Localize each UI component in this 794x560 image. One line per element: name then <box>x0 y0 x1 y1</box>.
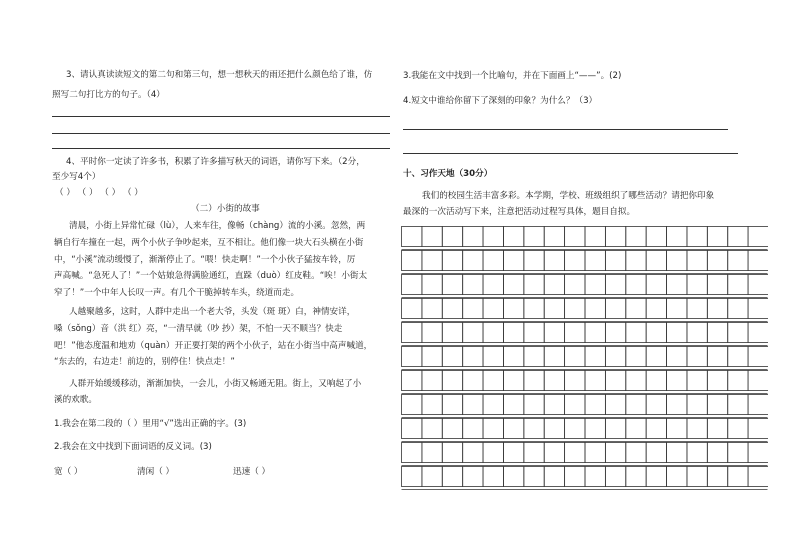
grid-cell[interactable] <box>463 275 483 295</box>
grid-cell[interactable] <box>483 347 503 367</box>
grid-cell[interactable] <box>402 251 422 271</box>
story-para2-line: 人越聚越多，这时，人群中走出一个老大爷，头发（斑 斑）白，神情安详， <box>69 307 356 317</box>
grid-cell[interactable] <box>402 371 422 391</box>
grid-cell[interactable] <box>442 251 462 271</box>
grid-cell[interactable] <box>463 467 483 487</box>
grid-cell[interactable] <box>585 443 605 463</box>
grid-cell[interactable] <box>707 371 727 391</box>
grid-cell[interactable] <box>707 467 727 487</box>
grid-cell[interactable] <box>605 371 625 391</box>
grid-cell[interactable] <box>463 299 483 319</box>
grid-cell[interactable] <box>667 347 687 367</box>
grid-cell[interactable] <box>605 299 625 319</box>
story-para1-line: 中，“小溪”流动缓慢了，渐渐停止了。“喂！快走啊！”一个小伙子猛按车铃，厉 <box>54 255 356 265</box>
grid-cell[interactable] <box>544 419 564 439</box>
grid-cell[interactable] <box>524 323 544 343</box>
grid-cell[interactable] <box>402 443 422 463</box>
grid-cell[interactable] <box>585 347 605 367</box>
story-para2-line: 嗓（sǒng）音（洪 红）亮，“一清早就（吵 抄）架，不怕一天不顺当？快走 <box>54 324 343 334</box>
q4-blanks[interactable]: （ ） （ ） （ ） （ ） <box>55 188 143 198</box>
grid-cell[interactable] <box>667 251 687 271</box>
grid-cell[interactable] <box>422 467 442 487</box>
grid-cell[interactable] <box>503 395 523 415</box>
grid-cell[interactable] <box>667 443 687 463</box>
grid-cell[interactable] <box>667 371 687 391</box>
grid-cell[interactable] <box>626 419 646 439</box>
grid-cell[interactable] <box>483 443 503 463</box>
grid-cell[interactable] <box>748 371 768 391</box>
grid-cell[interactable] <box>646 299 666 319</box>
antonym-blank-qingxian[interactable]: 清闲（ ） <box>137 467 175 477</box>
grid-cell[interactable] <box>544 371 564 391</box>
grid-cell[interactable] <box>442 467 462 487</box>
grid-cell[interactable] <box>748 395 768 415</box>
grid-cell[interactable] <box>422 419 442 439</box>
grid-cell[interactable] <box>646 419 666 439</box>
grid-cell[interactable] <box>442 371 462 391</box>
grid-cell[interactable] <box>483 323 503 343</box>
writing-prompt-line: 最深的一次活动写下来，注意把活动过程写具体，题目自拟。 <box>403 207 636 217</box>
story-title: （二）小街的故事 <box>191 204 260 214</box>
grid-cell[interactable] <box>707 323 727 343</box>
story-para1-line: 清晨，小街上异常忙碌（lù），人来车往，像畅（chàng）流的小溪。忽然，两 <box>69 221 366 231</box>
grid-cell[interactable] <box>442 275 462 295</box>
grid-cell[interactable] <box>524 371 544 391</box>
grid-cell[interactable] <box>422 323 442 343</box>
answer-line[interactable] <box>403 129 728 130</box>
grid-cell[interactable] <box>422 227 442 247</box>
grid-cell[interactable] <box>565 227 585 247</box>
grid-cell[interactable] <box>463 395 483 415</box>
antonym-blank-xunsu[interactable]: 迅速（ ） <box>233 467 271 477</box>
grid-cell[interactable] <box>646 467 666 487</box>
grid-cell[interactable] <box>667 395 687 415</box>
grid-cell[interactable] <box>442 323 462 343</box>
grid-cell[interactable] <box>585 419 605 439</box>
sub-question-3: 3.我能在文中找到一个比喻句，并在下面画上“——”。(2) <box>403 71 622 81</box>
grid-cell[interactable] <box>667 227 687 247</box>
grid-cell[interactable] <box>463 347 483 367</box>
grid-cell[interactable] <box>402 395 422 415</box>
grid-cell[interactable] <box>463 251 483 271</box>
grid-cell[interactable] <box>605 227 625 247</box>
grid-cell[interactable] <box>422 443 442 463</box>
grid-cell[interactable] <box>728 371 748 391</box>
grid-cell[interactable] <box>524 467 544 487</box>
grid-cell[interactable] <box>483 275 503 295</box>
grid-cell[interactable] <box>402 275 422 295</box>
section-title: 十、习作天地（30分） <box>403 169 493 179</box>
grid-cell[interactable] <box>667 467 687 487</box>
grid-cell[interactable] <box>402 299 422 319</box>
grid-cell[interactable] <box>483 227 503 247</box>
grid-cell[interactable] <box>544 443 564 463</box>
grid-cell[interactable] <box>544 299 564 319</box>
grid-cell[interactable] <box>585 371 605 391</box>
sub-question-2: 2.我会在文中找到下面词语的反义词。(3) <box>54 442 212 452</box>
composition-grid-svg[interactable] <box>401 226 768 490</box>
grid-cell[interactable] <box>605 395 625 415</box>
grid-cell[interactable] <box>687 251 707 271</box>
grid-cell[interactable] <box>667 275 687 295</box>
grid-cell[interactable] <box>585 275 605 295</box>
grid-cell[interactable] <box>728 347 748 367</box>
grid-cell[interactable] <box>544 395 564 415</box>
grid-cell[interactable] <box>565 419 585 439</box>
grid-cell[interactable] <box>687 371 707 391</box>
grid-cell[interactable] <box>748 323 768 343</box>
grid-cell[interactable] <box>728 275 748 295</box>
grid-cell[interactable] <box>605 443 625 463</box>
grid-cell[interactable] <box>402 419 422 439</box>
grid-cell[interactable] <box>544 275 564 295</box>
grid-cell[interactable] <box>687 299 707 319</box>
grid-cell[interactable] <box>707 395 727 415</box>
grid-cell[interactable] <box>687 323 707 343</box>
grid-cell[interactable] <box>524 275 544 295</box>
grid-cell[interactable] <box>442 299 462 319</box>
grid-cell[interactable] <box>728 227 748 247</box>
grid-cell[interactable] <box>442 347 462 367</box>
grid-cell[interactable] <box>748 467 768 487</box>
grid-cell[interactable] <box>544 323 564 343</box>
grid-cell[interactable] <box>503 467 523 487</box>
grid-cell[interactable] <box>585 251 605 271</box>
grid-cell[interactable] <box>728 443 748 463</box>
grid-cell[interactable] <box>503 347 523 367</box>
grid-cell[interactable] <box>463 227 483 247</box>
grid-cell[interactable] <box>463 371 483 391</box>
grid-cell[interactable] <box>626 251 646 271</box>
grid-cell[interactable] <box>605 467 625 487</box>
grid-cell[interactable] <box>524 347 544 367</box>
grid-cell[interactable] <box>483 251 503 271</box>
grid-cell[interactable] <box>422 251 442 271</box>
grid-cell[interactable] <box>687 443 707 463</box>
grid-cell[interactable] <box>565 299 585 319</box>
grid-cell[interactable] <box>402 347 422 367</box>
grid-cell[interactable] <box>585 467 605 487</box>
q4-line2: 至少写4个） <box>52 172 101 182</box>
grid-cell[interactable] <box>626 275 646 295</box>
q3-line2: 照写二句打比方的句子。（4） <box>52 90 165 100</box>
grid-cell[interactable] <box>565 323 585 343</box>
grid-cell[interactable] <box>687 275 707 295</box>
grid-cell[interactable] <box>483 395 503 415</box>
grid-cell[interactable] <box>626 347 646 367</box>
grid-cell[interactable] <box>565 251 585 271</box>
grid-cell[interactable] <box>544 347 564 367</box>
grid-cell[interactable] <box>605 419 625 439</box>
grid-cell[interactable] <box>748 347 768 367</box>
story-para3-line: 人群开始缓缓移动，渐渐加快，一会儿，小街又畅通无阻。街上，又响起了小 <box>69 379 362 389</box>
grid-cell[interactable] <box>626 443 646 463</box>
grid-cell[interactable] <box>626 395 646 415</box>
grid-cell[interactable] <box>503 227 523 247</box>
grid-cell[interactable] <box>667 323 687 343</box>
grid-cell[interactable] <box>728 467 748 487</box>
q3-line1: 3、请认真读读短文的第二句和第三句，想一想秋天的雨还把什么颜色给了谁，仿 <box>66 70 373 80</box>
grid-cell[interactable] <box>524 251 544 271</box>
grid-cell[interactable] <box>463 443 483 463</box>
grid-cell[interactable] <box>422 347 442 367</box>
grid-cell[interactable] <box>728 419 748 439</box>
grid-cell[interactable] <box>646 443 666 463</box>
grid-cell[interactable] <box>646 275 666 295</box>
grid-cell[interactable] <box>565 347 585 367</box>
answer-line[interactable] <box>52 133 390 134</box>
grid-cell[interactable] <box>646 371 666 391</box>
grid-cell[interactable] <box>422 395 442 415</box>
grid-cell[interactable] <box>483 467 503 487</box>
grid-cell[interactable] <box>707 299 727 319</box>
grid-cell[interactable] <box>544 227 564 247</box>
grid-cell[interactable] <box>503 443 523 463</box>
grid-cell[interactable] <box>605 251 625 271</box>
story-para3-line: 溪的欢歌。 <box>54 395 97 405</box>
grid-cell[interactable] <box>463 323 483 343</box>
grid-cell[interactable] <box>585 395 605 415</box>
grid-cell[interactable] <box>483 419 503 439</box>
answer-line[interactable] <box>52 116 390 117</box>
grid-cell[interactable] <box>646 323 666 343</box>
grid-cell[interactable] <box>626 467 646 487</box>
grid-cell[interactable] <box>687 467 707 487</box>
grid-cell[interactable] <box>707 347 727 367</box>
grid-cell[interactable] <box>524 395 544 415</box>
grid-cell[interactable] <box>748 419 768 439</box>
grid-cell[interactable] <box>646 251 666 271</box>
grid-cell[interactable] <box>748 443 768 463</box>
answer-line[interactable] <box>403 153 738 154</box>
grid-cell[interactable] <box>707 443 727 463</box>
grid-cell[interactable] <box>442 419 462 439</box>
grid-cell[interactable] <box>585 299 605 319</box>
grid-cell[interactable] <box>544 251 564 271</box>
grid-cell[interactable] <box>503 299 523 319</box>
grid-cell[interactable] <box>748 275 768 295</box>
grid-cell[interactable] <box>626 371 646 391</box>
grid-cell[interactable] <box>605 275 625 295</box>
story-para1-line: 辆自行车撞在一起，两个小伙子争吵起来，互不相让。他们像一块大石头横在小街 <box>54 238 364 248</box>
grid-cell[interactable] <box>626 227 646 247</box>
grid-cell[interactable] <box>565 395 585 415</box>
grid-cell[interactable] <box>605 347 625 367</box>
grid-cell[interactable] <box>442 443 462 463</box>
grid-cell[interactable] <box>402 467 422 487</box>
grid-cell[interactable] <box>503 371 523 391</box>
grid-cell[interactable] <box>422 275 442 295</box>
grid-cell[interactable] <box>422 371 442 391</box>
grid-cell[interactable] <box>544 467 564 487</box>
sub-question-4: 4.短文中谁给你留下了深刻的印象？为什么？（3） <box>403 96 598 106</box>
grid-cell[interactable] <box>503 251 523 271</box>
answer-line[interactable] <box>52 148 390 149</box>
story-para1-line: 声高喊。“急死人了！”一个姑娘急得满脸通红，直跺（duò）红皮鞋。“唉！小街太 <box>54 271 368 281</box>
grid-cell[interactable] <box>667 419 687 439</box>
grid-cell[interactable] <box>707 419 727 439</box>
grid-cell[interactable] <box>728 395 748 415</box>
grid-cell[interactable] <box>503 275 523 295</box>
grid-cell[interactable] <box>565 371 585 391</box>
grid-cell[interactable] <box>585 323 605 343</box>
grid-cell[interactable] <box>524 299 544 319</box>
story-para2-line: 吧！”他态度温和地劝（quàn）开正要打架的两个小伙子，站在小街当中高声喊道， <box>54 341 373 351</box>
grid-cell[interactable] <box>687 347 707 367</box>
grid-cell[interactable] <box>524 227 544 247</box>
grid-cell[interactable] <box>626 299 646 319</box>
grid-cell[interactable] <box>728 251 748 271</box>
story-para2-line: “东去的，右边走！前边的，别停住！快点走！” <box>54 357 235 367</box>
grid-cell[interactable] <box>402 227 422 247</box>
grid-cell[interactable] <box>524 443 544 463</box>
grid-cell[interactable] <box>687 419 707 439</box>
grid-cell[interactable] <box>503 419 523 439</box>
grid-cell[interactable] <box>687 227 707 247</box>
story-para1-line: 窄了！”一个中年人长叹一声。有几个干脆掉转车头，绕道而走。 <box>54 288 300 298</box>
grid-cell[interactable] <box>442 227 462 247</box>
grid-cell[interactable] <box>565 443 585 463</box>
grid-cell[interactable] <box>646 395 666 415</box>
antonym-blank-kuan[interactable]: 宽（ ） <box>54 467 83 477</box>
grid-cell[interactable] <box>748 227 768 247</box>
writing-prompt-line: 我们的校园生活丰富多彩。本学期，学校、班级组织了哪些活动？请把你印象 <box>422 191 715 201</box>
grid-cell[interactable] <box>626 323 646 343</box>
grid-cell[interactable] <box>483 371 503 391</box>
grid-cell[interactable] <box>707 227 727 247</box>
grid-cell[interactable] <box>687 395 707 415</box>
grid-cell[interactable] <box>585 227 605 247</box>
q4-line1: 4、平时你一定读了许多书，积累了许多描写秋天的词语，请你写下来。（2分， <box>66 157 365 167</box>
grid-cell[interactable] <box>565 275 585 295</box>
grid-cell[interactable] <box>605 323 625 343</box>
composition-grid[interactable] <box>401 226 768 490</box>
grid-cell[interactable] <box>463 419 483 439</box>
grid-cell[interactable] <box>707 251 727 271</box>
grid-cell[interactable] <box>402 323 422 343</box>
grid-cell[interactable] <box>646 347 666 367</box>
sub-question-1: 1.我会在第二段的（ ）里用“√”选出正确的字。(3) <box>54 419 247 429</box>
grid-cell[interactable] <box>707 275 727 295</box>
grid-cell[interactable] <box>483 299 503 319</box>
grid-cell[interactable] <box>728 323 748 343</box>
grid-cell[interactable] <box>748 299 768 319</box>
grid-cell[interactable] <box>503 323 523 343</box>
grid-cell[interactable] <box>422 299 442 319</box>
grid-cell[interactable] <box>442 395 462 415</box>
grid-cell[interactable] <box>565 467 585 487</box>
grid-cell[interactable] <box>524 419 544 439</box>
grid-cell[interactable] <box>667 299 687 319</box>
grid-cell[interactable] <box>748 251 768 271</box>
grid-cell[interactable] <box>646 227 666 247</box>
grid-cell[interactable] <box>728 299 748 319</box>
